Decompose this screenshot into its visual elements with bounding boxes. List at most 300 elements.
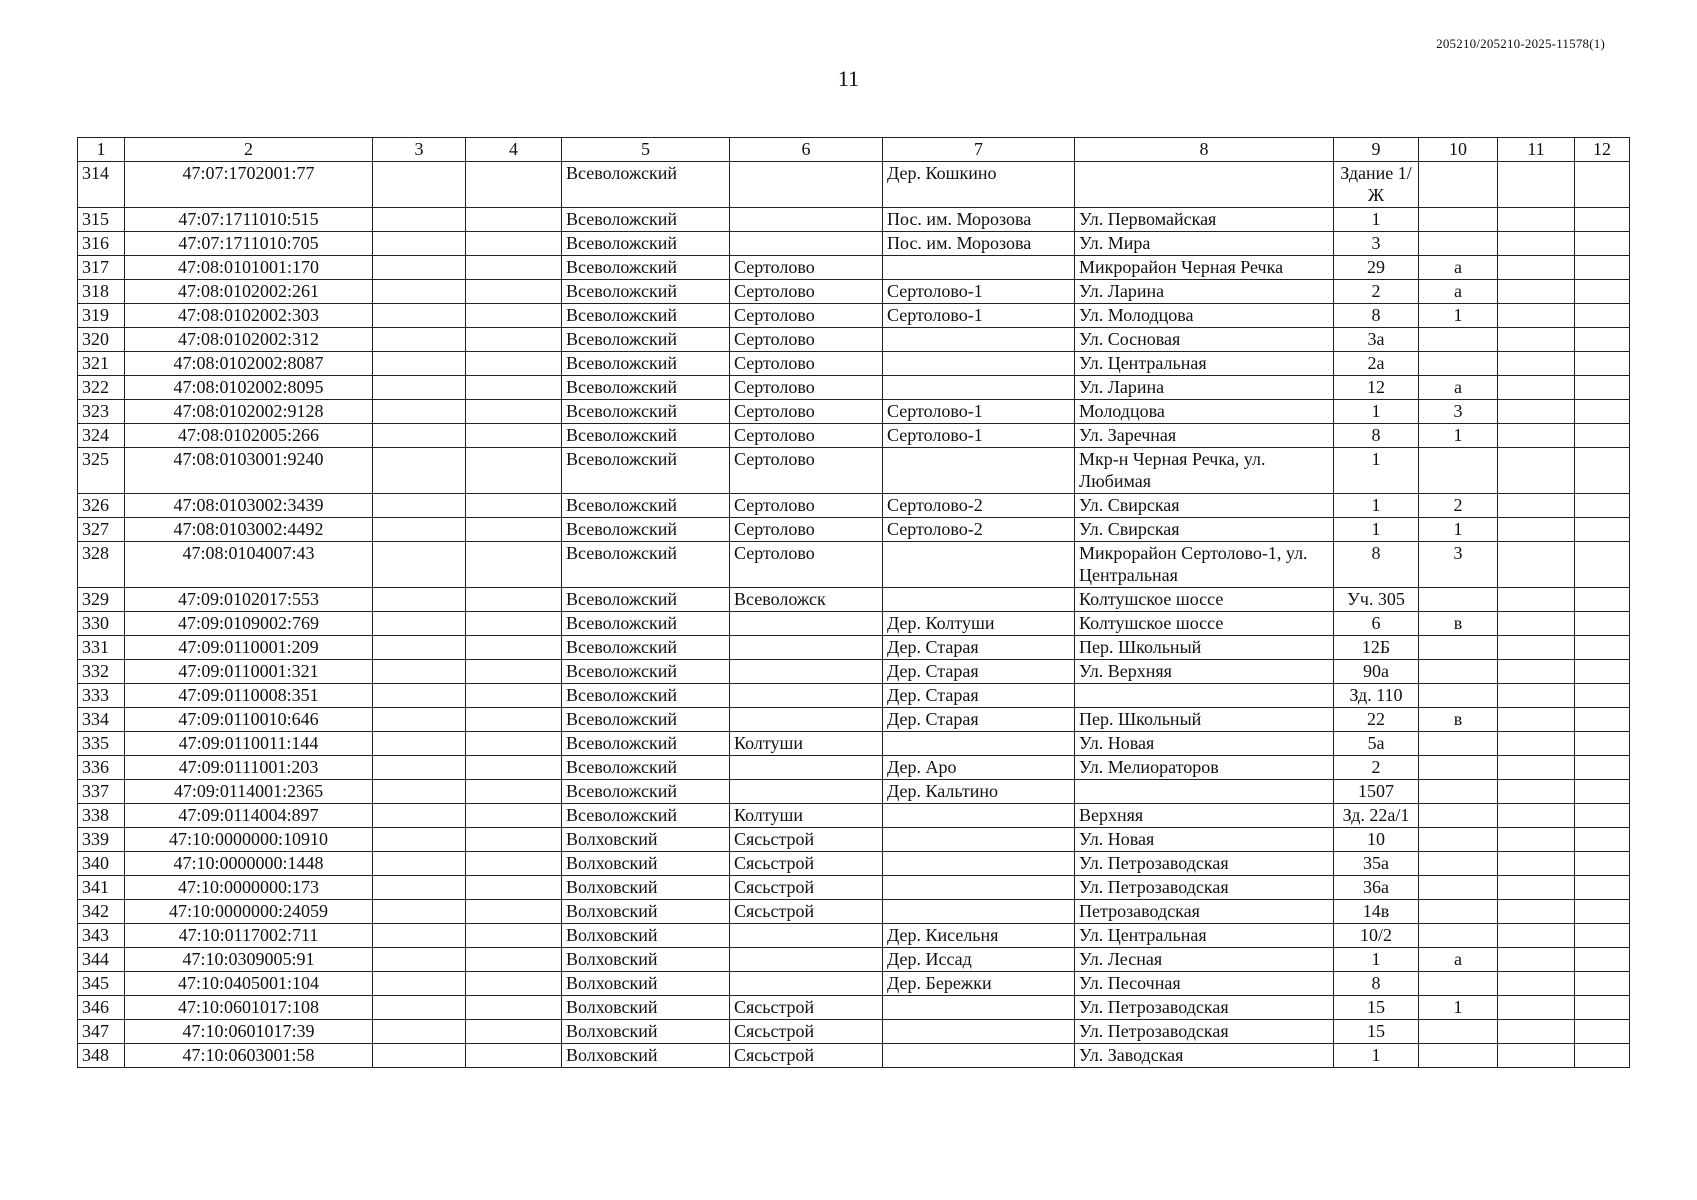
column-11-cell: [1498, 424, 1575, 448]
building-suffix-cell: 1: [1419, 996, 1498, 1020]
street-cell: Микрорайон Сертолово-1, ул. Центральная: [1075, 542, 1334, 588]
district-cell: Всеволожский: [562, 612, 730, 636]
building-suffix-cell: [1419, 162, 1498, 208]
column-12-cell: [1575, 852, 1630, 876]
column-3-cell: [373, 494, 466, 518]
table-row: [78, 208, 1630, 232]
column-11-cell: [1498, 828, 1575, 852]
property-register-table: [77, 137, 1630, 1068]
building-suffix-cell: 3: [1419, 542, 1498, 588]
house-number-cell: Зд. 22а/1: [1334, 804, 1419, 828]
column-3-cell: [373, 376, 466, 400]
column-12-cell: [1575, 328, 1630, 352]
house-number-cell: 1: [1334, 208, 1419, 232]
column-3-cell: [373, 732, 466, 756]
street-cell: Молодцова: [1075, 400, 1334, 424]
city-cell: [730, 612, 883, 636]
city-cell: Сертолово: [730, 518, 883, 542]
column-11-cell: [1498, 494, 1575, 518]
column-4-cell: [466, 900, 562, 924]
column-3-cell: [373, 780, 466, 804]
city-cell: [730, 232, 883, 256]
district-cell: Всеволожский: [562, 208, 730, 232]
building-suffix-cell: [1419, 684, 1498, 708]
row-number-cell: 325: [78, 448, 125, 494]
column-11-cell: [1498, 756, 1575, 780]
city-cell: Сертолово: [730, 256, 883, 280]
table-row: [78, 448, 1630, 494]
table-row: [78, 636, 1630, 660]
table-row: [78, 756, 1630, 780]
street-cell: Пер. Школьный: [1075, 708, 1334, 732]
column-11-cell: [1498, 518, 1575, 542]
district-cell: Всеволожский: [562, 162, 730, 208]
house-number-cell: 35а: [1334, 852, 1419, 876]
street-cell: Ул. Свирская: [1075, 494, 1334, 518]
building-suffix-cell: 1: [1419, 518, 1498, 542]
settlement-cell: Дер. Старая: [883, 684, 1075, 708]
column-4-cell: [466, 424, 562, 448]
column-header-8: 8: [1075, 138, 1334, 162]
building-suffix-cell: [1419, 448, 1498, 494]
column-header-4: 4: [466, 138, 562, 162]
column-11-cell: [1498, 780, 1575, 804]
settlement-cell: [883, 732, 1075, 756]
building-suffix-cell: [1419, 804, 1498, 828]
city-cell: Всеволожск: [730, 588, 883, 612]
city-cell: Сертолово: [730, 400, 883, 424]
street-cell: [1075, 684, 1334, 708]
row-number-cell: 317: [78, 256, 125, 280]
column-12-cell: [1575, 1044, 1630, 1068]
city-cell: [730, 208, 883, 232]
column-11-cell: [1498, 376, 1575, 400]
street-cell: Ул. Ларина: [1075, 376, 1334, 400]
column-3-cell: [373, 876, 466, 900]
column-11-cell: [1498, 660, 1575, 684]
column-12-cell: [1575, 162, 1630, 208]
table-row: [78, 612, 1630, 636]
column-3-cell: [373, 448, 466, 494]
column-12-cell: [1575, 900, 1630, 924]
column-4-cell: [466, 162, 562, 208]
city-cell: Сертолово: [730, 448, 883, 494]
row-number-cell: 335: [78, 732, 125, 756]
cadastral-number-cell: 47:09:0110001:321: [125, 660, 373, 684]
city-cell: Колтуши: [730, 732, 883, 756]
district-cell: Всеволожский: [562, 280, 730, 304]
row-number-cell: 328: [78, 542, 125, 588]
street-cell: Ул. Лесная: [1075, 948, 1334, 972]
column-4-cell: [466, 636, 562, 660]
house-number-cell: 10/2: [1334, 924, 1419, 948]
table-row: [78, 1020, 1630, 1044]
house-number-cell: 1: [1334, 494, 1419, 518]
column-4-cell: [466, 232, 562, 256]
house-number-cell: Уч. 305: [1334, 588, 1419, 612]
column-3-cell: [373, 280, 466, 304]
building-suffix-cell: [1419, 756, 1498, 780]
cadastral-number-cell: 47:08:0102005:266: [125, 424, 373, 448]
city-cell: [730, 162, 883, 208]
column-12-cell: [1575, 400, 1630, 424]
row-number-cell: 341: [78, 876, 125, 900]
street-cell: Микрорайон Черная Речка: [1075, 256, 1334, 280]
column-4-cell: [466, 972, 562, 996]
city-cell: Сертолово: [730, 280, 883, 304]
row-number-cell: 342: [78, 900, 125, 924]
column-header-11: 11: [1498, 138, 1575, 162]
building-suffix-cell: [1419, 1044, 1498, 1068]
column-4-cell: [466, 876, 562, 900]
column-3-cell: [373, 684, 466, 708]
column-11-cell: [1498, 684, 1575, 708]
house-number-cell: 8: [1334, 304, 1419, 328]
column-header-5: 5: [562, 138, 730, 162]
column-4-cell: [466, 732, 562, 756]
city-cell: Сертолово: [730, 376, 883, 400]
city-cell: Сертолово: [730, 304, 883, 328]
column-11-cell: [1498, 352, 1575, 376]
column-3-cell: [373, 328, 466, 352]
cadastral-number-cell: 47:10:0000000:24059: [125, 900, 373, 924]
building-suffix-cell: [1419, 232, 1498, 256]
cadastral-number-cell: 47:08:0103002:4492: [125, 518, 373, 542]
district-cell: Всеволожский: [562, 588, 730, 612]
district-cell: Всеволожский: [562, 660, 730, 684]
house-number-cell: 1: [1334, 400, 1419, 424]
column-3-cell: [373, 518, 466, 542]
street-cell: Петрозаводская: [1075, 900, 1334, 924]
column-4-cell: [466, 948, 562, 972]
column-3-cell: [373, 756, 466, 780]
column-12-cell: [1575, 542, 1630, 588]
column-header-6: 6: [730, 138, 883, 162]
cadastral-number-cell: 47:10:0309005:91: [125, 948, 373, 972]
cadastral-number-cell: 47:08:0102002:9128: [125, 400, 373, 424]
column-3-cell: [373, 612, 466, 636]
table-row: [78, 804, 1630, 828]
column-header-7: 7: [883, 138, 1075, 162]
table-row: [78, 780, 1630, 804]
district-cell: Всеволожский: [562, 804, 730, 828]
row-number-cell: 314: [78, 162, 125, 208]
column-3-cell: [373, 852, 466, 876]
cadastral-number-cell: 47:10:0405001:104: [125, 972, 373, 996]
row-number-cell: 331: [78, 636, 125, 660]
column-3-cell: [373, 972, 466, 996]
street-cell: Пер. Школьный: [1075, 636, 1334, 660]
column-11-cell: [1498, 708, 1575, 732]
table-row: [78, 924, 1630, 948]
street-cell: Ул. Верхняя: [1075, 660, 1334, 684]
row-number-cell: 333: [78, 684, 125, 708]
street-cell: [1075, 162, 1334, 208]
cadastral-number-cell: 47:09:0110001:209: [125, 636, 373, 660]
column-12-cell: [1575, 280, 1630, 304]
column-11-cell: [1498, 256, 1575, 280]
column-12-cell: [1575, 708, 1630, 732]
row-number-cell: 337: [78, 780, 125, 804]
column-3-cell: [373, 162, 466, 208]
street-cell: Ул. Петрозаводская: [1075, 1020, 1334, 1044]
column-3-cell: [373, 828, 466, 852]
table-row: [78, 660, 1630, 684]
cadastral-number-cell: 47:09:0114004:897: [125, 804, 373, 828]
cadastral-number-cell: 47:09:0110010:646: [125, 708, 373, 732]
district-cell: Всеволожский: [562, 304, 730, 328]
cadastral-number-cell: 47:09:0111001:203: [125, 756, 373, 780]
column-3-cell: [373, 352, 466, 376]
district-cell: Волховский: [562, 900, 730, 924]
table-row: [78, 1044, 1630, 1068]
city-cell: [730, 636, 883, 660]
column-12-cell: [1575, 352, 1630, 376]
column-3-cell: [373, 900, 466, 924]
settlement-cell: [883, 996, 1075, 1020]
row-number-cell: 348: [78, 1044, 125, 1068]
column-12-cell: [1575, 494, 1630, 518]
building-suffix-cell: [1419, 636, 1498, 660]
settlement-cell: Дер. Бережки: [883, 972, 1075, 996]
row-number-cell: 316: [78, 232, 125, 256]
column-12-cell: [1575, 996, 1630, 1020]
column-11-cell: [1498, 636, 1575, 660]
building-suffix-cell: 3: [1419, 400, 1498, 424]
column-12-cell: [1575, 924, 1630, 948]
building-suffix-cell: 2: [1419, 494, 1498, 518]
column-12-cell: [1575, 518, 1630, 542]
column-4-cell: [466, 996, 562, 1020]
column-header-3: 3: [373, 138, 466, 162]
settlement-cell: Дер. Аро: [883, 756, 1075, 780]
settlement-cell: Дер. Кошкино: [883, 162, 1075, 208]
house-number-cell: 15: [1334, 996, 1419, 1020]
column-12-cell: [1575, 636, 1630, 660]
district-cell: Всеволожский: [562, 376, 730, 400]
house-number-cell: 8: [1334, 424, 1419, 448]
column-11-cell: [1498, 162, 1575, 208]
city-cell: Сясьстрой: [730, 900, 883, 924]
column-4-cell: [466, 448, 562, 494]
column-3-cell: [373, 208, 466, 232]
district-cell: Всеволожский: [562, 708, 730, 732]
building-suffix-cell: [1419, 588, 1498, 612]
row-number-cell: 345: [78, 972, 125, 996]
city-cell: [730, 972, 883, 996]
row-number-cell: 329: [78, 588, 125, 612]
table-row: [78, 162, 1630, 208]
building-suffix-cell: [1419, 780, 1498, 804]
cadastral-number-cell: 47:09:0102017:553: [125, 588, 373, 612]
table-row: [78, 328, 1630, 352]
column-3-cell: [373, 400, 466, 424]
cadastral-number-cell: 47:09:0109002:769: [125, 612, 373, 636]
district-cell: Волховский: [562, 828, 730, 852]
cadastral-number-cell: 47:10:0601017:39: [125, 1020, 373, 1044]
column-12-cell: [1575, 756, 1630, 780]
district-cell: Волховский: [562, 924, 730, 948]
settlement-cell: Дер. Колтуши: [883, 612, 1075, 636]
city-cell: [730, 780, 883, 804]
column-11-cell: [1498, 542, 1575, 588]
district-cell: Всеволожский: [562, 684, 730, 708]
city-cell: Сертолово: [730, 328, 883, 352]
settlement-cell: Сертолово-2: [883, 494, 1075, 518]
house-number-cell: 36а: [1334, 876, 1419, 900]
column-4-cell: [466, 376, 562, 400]
row-number-cell: 339: [78, 828, 125, 852]
building-suffix-cell: а: [1419, 948, 1498, 972]
building-suffix-cell: 1: [1419, 424, 1498, 448]
row-number-cell: 320: [78, 328, 125, 352]
cadastral-number-cell: 47:10:0000000:173: [125, 876, 373, 900]
city-cell: [730, 660, 883, 684]
house-number-cell: 2: [1334, 756, 1419, 780]
row-number-cell: 338: [78, 804, 125, 828]
page-number: 11: [837, 66, 860, 91]
settlement-cell: Сертолово-1: [883, 400, 1075, 424]
column-3-cell: [373, 948, 466, 972]
settlement-cell: Дер. Старая: [883, 636, 1075, 660]
column-4-cell: [466, 518, 562, 542]
column-4-cell: [466, 494, 562, 518]
cadastral-number-cell: 47:10:0603001:58: [125, 1044, 373, 1068]
column-3-cell: [373, 708, 466, 732]
building-suffix-cell: [1419, 900, 1498, 924]
city-cell: [730, 756, 883, 780]
street-cell: Ул. Центральная: [1075, 924, 1334, 948]
district-cell: Всеволожский: [562, 448, 730, 494]
district-cell: Всеволожский: [562, 518, 730, 542]
table-row: [78, 280, 1630, 304]
column-12-cell: [1575, 660, 1630, 684]
column-11-cell: [1498, 1020, 1575, 1044]
table-row: [78, 996, 1630, 1020]
settlement-cell: Дер. Кисельня: [883, 924, 1075, 948]
column-4-cell: [466, 660, 562, 684]
row-number-cell: 346: [78, 996, 125, 1020]
column-4-cell: [466, 780, 562, 804]
column-12-cell: [1575, 972, 1630, 996]
column-3-cell: [373, 256, 466, 280]
column-3-cell: [373, 232, 466, 256]
column-12-cell: [1575, 1020, 1630, 1044]
settlement-cell: [883, 376, 1075, 400]
district-cell: Всеволожский: [562, 352, 730, 376]
building-suffix-cell: в: [1419, 612, 1498, 636]
settlement-cell: [883, 1044, 1075, 1068]
house-number-cell: 1: [1334, 948, 1419, 972]
cadastral-number-cell: 47:10:0117002:711: [125, 924, 373, 948]
column-3-cell: [373, 588, 466, 612]
column-12-cell: [1575, 732, 1630, 756]
settlement-cell: Сертолово-1: [883, 424, 1075, 448]
column-11-cell: [1498, 1044, 1575, 1068]
house-number-cell: 3а: [1334, 328, 1419, 352]
house-number-cell: 2а: [1334, 352, 1419, 376]
column-11-cell: [1498, 232, 1575, 256]
settlement-cell: Дер. Старая: [883, 708, 1075, 732]
column-4-cell: [466, 304, 562, 328]
column-header-10: 10: [1419, 138, 1498, 162]
building-suffix-cell: [1419, 328, 1498, 352]
street-cell: Ул. Первомайская: [1075, 208, 1334, 232]
building-suffix-cell: [1419, 660, 1498, 684]
street-cell: Ул. Новая: [1075, 732, 1334, 756]
document-id: 205210/205210-2025-11578(1): [1436, 36, 1605, 51]
column-11-cell: [1498, 900, 1575, 924]
cadastral-number-cell: 47:09:0110008:351: [125, 684, 373, 708]
house-number-cell: 12: [1334, 376, 1419, 400]
column-12-cell: [1575, 208, 1630, 232]
column-11-cell: [1498, 948, 1575, 972]
column-4-cell: [466, 708, 562, 732]
house-number-cell: 1: [1334, 1044, 1419, 1068]
building-suffix-cell: [1419, 876, 1498, 900]
column-12-cell: [1575, 232, 1630, 256]
street-cell: Мкр-н Черная Речка, ул. Любимая: [1075, 448, 1334, 494]
table-row: [78, 948, 1630, 972]
house-number-cell: 8: [1334, 972, 1419, 996]
building-suffix-cell: в: [1419, 708, 1498, 732]
column-11-cell: [1498, 924, 1575, 948]
house-number-cell: 1: [1334, 448, 1419, 494]
street-cell: Ул. Заводская: [1075, 1044, 1334, 1068]
house-number-cell: 8: [1334, 542, 1419, 588]
column-11-cell: [1498, 612, 1575, 636]
district-cell: Волховский: [562, 876, 730, 900]
column-12-cell: [1575, 948, 1630, 972]
street-cell: Ул. Петрозаводская: [1075, 876, 1334, 900]
column-11-cell: [1498, 852, 1575, 876]
column-4-cell: [466, 542, 562, 588]
street-cell: Ул. Сосновая: [1075, 328, 1334, 352]
row-number-cell: 347: [78, 1020, 125, 1044]
city-cell: [730, 948, 883, 972]
column-3-cell: [373, 660, 466, 684]
column-11-cell: [1498, 304, 1575, 328]
column-header-12: 12: [1575, 138, 1630, 162]
street-cell: Ул. Молодцова: [1075, 304, 1334, 328]
column-11-cell: [1498, 996, 1575, 1020]
column-11-cell: [1498, 448, 1575, 494]
house-number-cell: 29: [1334, 256, 1419, 280]
settlement-cell: [883, 328, 1075, 352]
column-4-cell: [466, 588, 562, 612]
cadastral-number-cell: 47:08:0102002:261: [125, 280, 373, 304]
district-cell: Волховский: [562, 972, 730, 996]
settlement-cell: Пос. им. Морозова: [883, 208, 1075, 232]
settlement-cell: [883, 448, 1075, 494]
column-12-cell: [1575, 828, 1630, 852]
settlement-cell: Дер. Кальтино: [883, 780, 1075, 804]
cadastral-number-cell: 47:09:0114001:2365: [125, 780, 373, 804]
column-4-cell: [466, 756, 562, 780]
row-number-cell: 340: [78, 852, 125, 876]
column-3-cell: [373, 542, 466, 588]
table-row: [78, 256, 1630, 280]
city-cell: [730, 708, 883, 732]
building-suffix-cell: а: [1419, 376, 1498, 400]
city-cell: Сясьстрой: [730, 996, 883, 1020]
row-number-cell: 327: [78, 518, 125, 542]
column-12-cell: [1575, 588, 1630, 612]
cadastral-number-cell: 47:08:0102002:303: [125, 304, 373, 328]
row-number-cell: 334: [78, 708, 125, 732]
building-suffix-cell: [1419, 1020, 1498, 1044]
cadastral-number-cell: 47:08:0102002:8087: [125, 352, 373, 376]
